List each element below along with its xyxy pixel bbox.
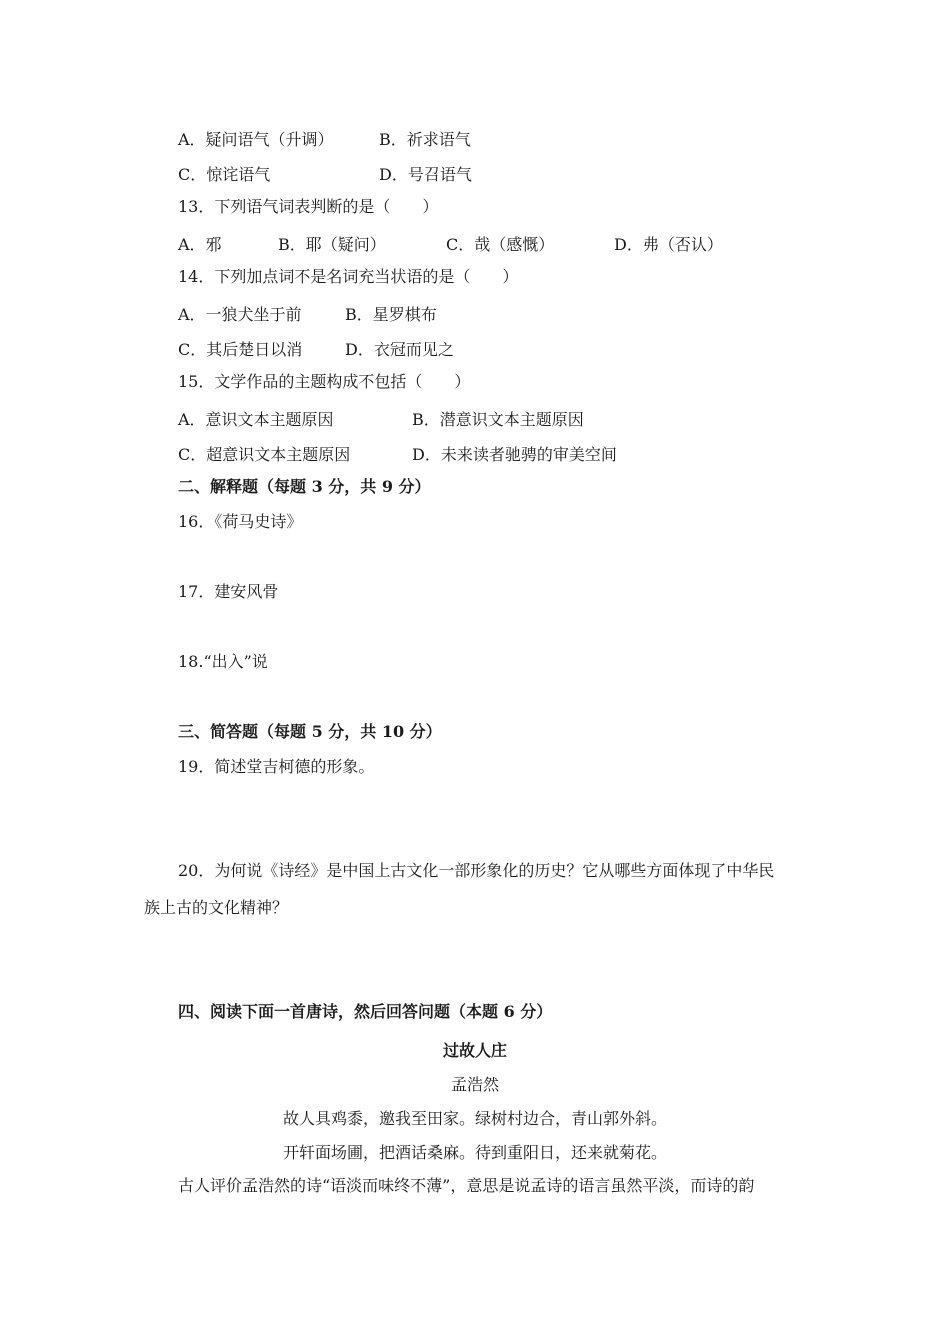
q12-option-b: B．祈求语气 xyxy=(379,130,471,149)
q13-option-d: D．弗（否认） xyxy=(614,235,723,254)
q15-stem: 15．文学作品的主题构成不包括（ ） xyxy=(178,372,471,391)
q16: 16．《荷马史诗》 xyxy=(178,512,303,531)
section3-heading: 三、简答题（每题 5 分，共 10 分） xyxy=(178,722,442,741)
q17: 17．建安风骨 xyxy=(178,582,279,601)
q15-option-d: D．未来读者驰骋的审美空间 xyxy=(412,445,617,464)
q19: 19．简述堂吉柯德的形象。 xyxy=(178,757,375,776)
poem-line-2: 开轩面场圃，把酒话桑麻。待到重阳日，还来就菊花。 xyxy=(282,1143,667,1162)
q20-line1: 20．为何说《诗经》是中国上古文化一部形象化的历史？它从哪些方面体现了中华民 xyxy=(178,861,775,880)
q14-option-c: C．其后楚日以消 xyxy=(178,340,303,359)
q14-option-a: A．一狼犬坐于前 xyxy=(178,305,302,324)
poem-title: 过故人庄 xyxy=(442,1041,507,1060)
q14-option-d: D．衣冠而见之 xyxy=(345,340,454,359)
q15-option-a: A．意识文本主题原因 xyxy=(178,410,334,429)
q12-option-a: A．疑问语气（升调） xyxy=(178,130,334,149)
section4-heading: 四、阅读下面一首唐诗，然后回答问题（本题 6 分） xyxy=(178,1002,553,1021)
q18: 18.“出入”说 xyxy=(178,652,268,671)
q13-option-b: B．耶（疑问） xyxy=(278,235,386,254)
section2-heading: 二、解释题（每题 3 分，共 9 分） xyxy=(178,477,431,496)
q14-stem: 14．下列加点词不是名词充当状语的是（ ） xyxy=(178,267,519,286)
q12-option-c: C．惊诧语气 xyxy=(178,165,271,184)
q12-option-d: D．号召语气 xyxy=(379,165,472,184)
poem-line-1: 故人具鸡黍，邀我至田家。绿树村边合，青山郭外斜。 xyxy=(282,1109,667,1128)
q14-option-b: B．星罗棋布 xyxy=(345,305,437,324)
q15-option-b: B．潜意识文本主题原因 xyxy=(412,410,584,429)
q13-stem: 13．下列语气词表判断的是（ ） xyxy=(178,197,439,216)
q13-option-c: C．哉（感慨） xyxy=(446,235,555,254)
q20-line2: 族上古的文化精神？ xyxy=(144,898,289,917)
q13-option-a: A．邪 xyxy=(178,235,222,254)
q15-option-c: C．超意识文本主题原因 xyxy=(178,445,351,464)
commentary-text: 古人评价孟浩然的诗“语淡而味终不薄”，意思是说孟诗的语言虽然平淡，而诗的韵 xyxy=(178,1176,755,1195)
poem-author: 孟浩然 xyxy=(450,1075,499,1094)
